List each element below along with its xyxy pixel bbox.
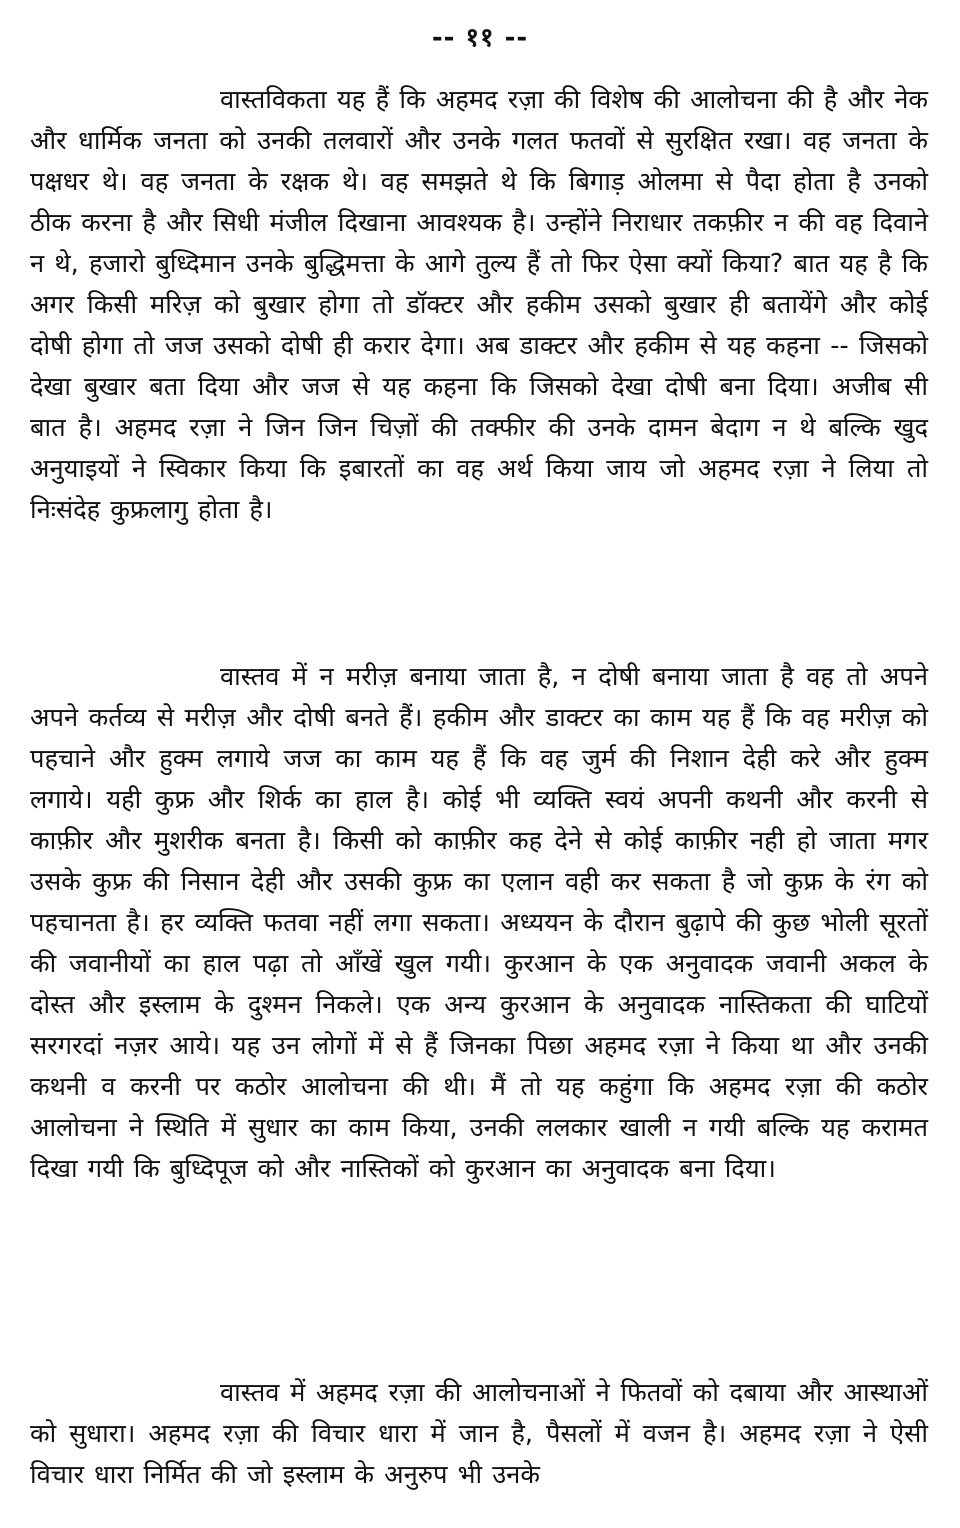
page-number: -- ११ -- [431, 23, 529, 53]
paragraph-1: वास्तविकता यह हैं कि अहमद रज़ा की विशेष की आलोचना की है और नेक और धार्मिक जनता को उनकी तलवारों और उनके गलत फतवों से सुरक्षित रखा। वह जनता के पक्षधर थे। वह जनता के रक्षक थे। वह समझते थे कि बिगाड़ ओलमा से पैदा होता है उनको ठीक करना है और सिधी मंजील दिखाना आवश्यक है। उन्होंने निराधार तकफ़ीर न की वह दिवाने न थे, हजारो बुध्दिमान उनके बुद्धिमत्ता के आगे तुल्य हैं तो फिर ऐसा क्यों किया? बात यह है कि अगर किसी मरिज़ को बुखार होगा तो डॉक्टर और हकीम उसको बुखार ही बतायेंगे और कोई दोषी होगा तो जज उसको दोषी ही करार देगा। अब डाक्टर और हकीम से यह कहना -- जिसको देखा बुखार बता दिया और जज से यह कहना कि जिसको देखा दोषी बना दिया। अजीब सी बात है। अहमद रज़ा ने जिन जिन चिज़ों की तक्फीर की उनके दामन बेदाग न थे बल्कि खुद अनुयाइयों ने स्विकार किया कि इबारतों का वह अर्थ किया जाय जो अहमद रज़ा ने लिया तो निःसंदेह कुफ्रलागु होता है। [30, 85, 928, 525]
paragraph-3: वास्तव में अहमद रज़ा की आलोचनाओं ने फितवों को दबाया और आस्थाओं को सुधारा। अहमद रज़ा की विचार धारा में जान है, पैसलों में वजन है। अहमद रज़ा ने ऐसी विचार धारा निर्मित की जो इस्लाम के अनुरुप भी उनके [30, 1378, 928, 1490]
paragraph-2: वास्तव में न मरीज़ बनाया जाता है, न दोषी बनाया जाता है वह तो अपने अपने कर्तव्य से मरीज़ और दोषी बनते हैं। हकीम और डाक्टर का काम यह हैं कि वह मरीज़ को पहचाने और हुक्म लगाये जज का काम यह हैं कि वह जुर्म की निशान देही करे और हुक्म लगाये। यही कुफ्र और शिर्क का हाल है। कोई भी व्यक्ति स्वयं अपनी कथनी और करनी से काफ़ीर और मुशरीक बनता है। किसी को काफ़ीर कह देने से कोई काफ़ीर नही हो जाता मगर उसके कुफ्र की निसान देही और उसकी कुफ्र का एलान वही कर सकता है जो कुफ्र के रंग को पहचानता है। हर व्यक्ति फतवा नहीं लगा सकता। अध्ययन के दौरान बुढ़ापे की कुछ भोली सूरतों की जवानीयों का हाल पढ़ा तो आँखें खुल गयी। कुरआन के एक अनुवादक जवानी अकल के दोस्त और इस्लाम के दुश्मन निकले। एक अन्य कुरआन के अनुवादक नास्तिकता की घाटियों सरगरदां नज़र आये। यह उन लोगों में से हैं जिनका पिछा अहमद रज़ा ने किया था और उनकी कथनी व करनी पर कठोर आलोचना की थी। मैं तो यह कहुंगा कि अहमद रज़ा की कठोर आलोचना ने स्थिति में सुधार का काम किया, उनकी ललकार खाली न गयी बल्कि यह करामत दिखा गयी कि बुध्दिपूज को और नास्तिकों को कुरआन का अनुवादक बना दिया। [30, 662, 928, 1184]
